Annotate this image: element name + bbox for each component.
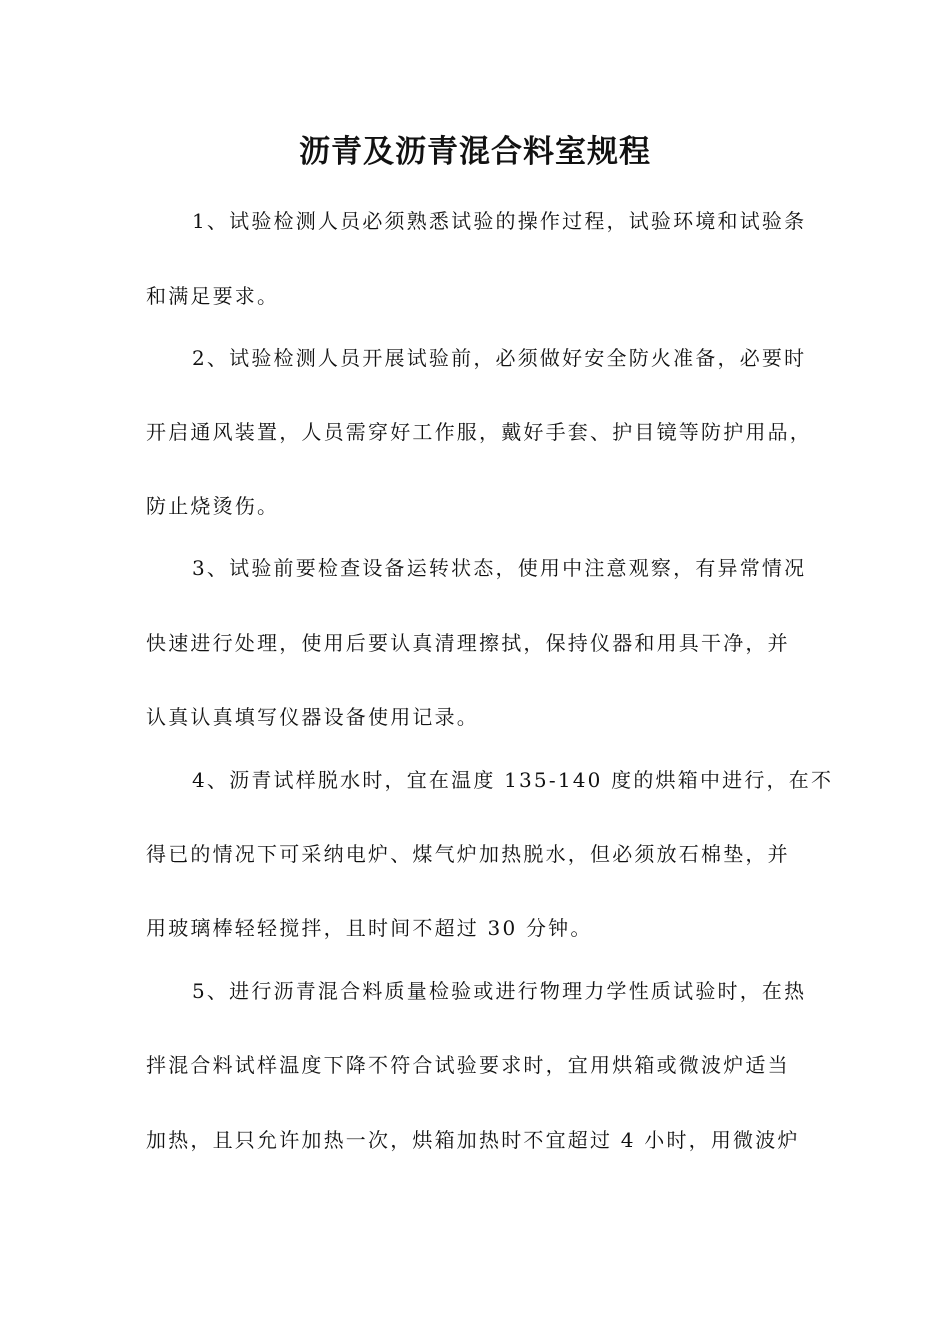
- paragraph-1-line-1: 1、试验检测人员必须熟悉试验的操作过程，试验环境和试验条: [192, 209, 807, 233]
- paragraph-4-line-1: 4、沥青试样脱水时，宜在温度 135-140 度的烘箱中进行，在不: [192, 768, 834, 792]
- document-title: 沥青及沥青混合料室规程: [299, 134, 651, 170]
- paragraph-5-line-2: 拌混合料试样温度下降不符合试验要求时，宜用烘箱或微波炉适当: [146, 1053, 790, 1077]
- paragraph-5-line-3: 加热，且只允许加热一次，烘箱加热时不宜超过 4 小时，用微波炉: [146, 1128, 800, 1152]
- paragraph-4-line-2: 得已的情况下可采纳电炉、煤气炉加热脱水，但必须放石棉垫，并: [146, 842, 790, 866]
- paragraph-5-line-1: 5、进行沥青混合料质量检验或进行物理力学性质试验时，在热: [192, 979, 807, 1003]
- paragraph-4-line-3: 用玻璃棒轻轻搅拌，且时间不超过 30 分钟。: [146, 916, 593, 940]
- paragraph-3-line-1: 3、试验前要检查设备运转状态，使用中注意观察，有异常情况: [192, 556, 807, 580]
- paragraph-3-line-2: 快速进行处理，使用后要认真清理擦拭，保持仪器和用具干净，并: [146, 631, 790, 655]
- paragraph-3-line-3: 认真认真填写仪器设备使用记录。: [146, 705, 479, 729]
- paragraph-2-line-2: 开启通风装置，人员需穿好工作服，戴好手套、护目镜等防护用品，: [146, 420, 812, 444]
- paragraph-2-line-3: 防止烧烫伤。: [146, 494, 280, 518]
- paragraph-2-line-1: 2、试验检测人员开展试验前，必须做好安全防火准备，必要时: [192, 346, 807, 370]
- paragraph-1-line-2: 和满足要求。: [146, 284, 280, 308]
